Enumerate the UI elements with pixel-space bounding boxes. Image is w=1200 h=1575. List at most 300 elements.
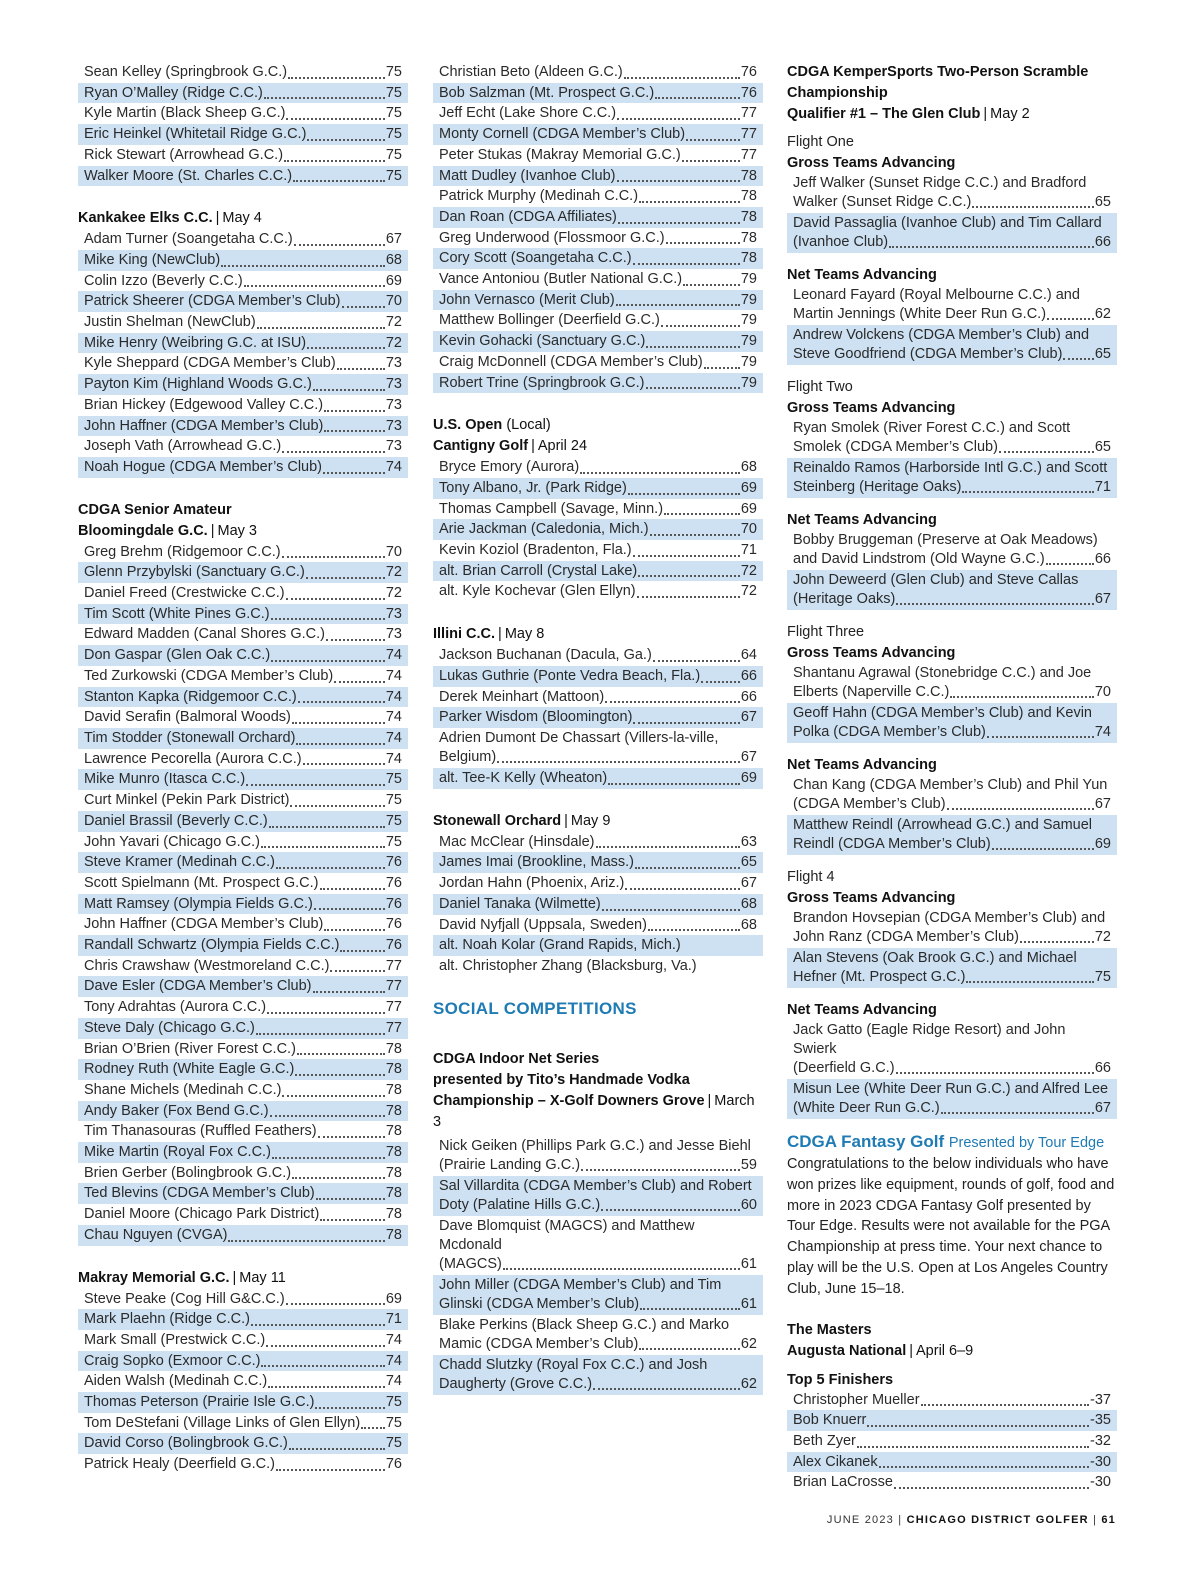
result-name-line2: Walker (Sunset Ridge C.C.): [793, 194, 972, 210]
result-row: [433, 352, 763, 373]
result-line2: [793, 193, 1111, 212]
leader-dots: [268, 1385, 385, 1388]
result-row: [433, 207, 763, 228]
result-score: 74: [385, 1352, 402, 1369]
leader-dots: [313, 388, 385, 391]
result-name-line2: Mamic (CDGA Member’s Club): [439, 1335, 639, 1352]
result-name: Rick Stewart (Arrowhead G.C.): [84, 146, 284, 163]
result-row: [78, 1309, 408, 1330]
result-line2: [793, 835, 1111, 854]
result-name: Craig McDonnell (CDGA Member’s Club): [439, 353, 703, 370]
leader-dots: [601, 1208, 740, 1211]
result-score: 76: [385, 895, 402, 912]
leader-dots: [286, 597, 385, 600]
results-list: [78, 1289, 408, 1475]
result-score: 71: [1094, 479, 1111, 495]
result-name-line1: Sal Villardita (CDGA Member’s Club) and Robert: [439, 1177, 752, 1194]
fantasy-paragraph: Congratulations to the below individuals who have won prizes like equipment, rounds of golf, food and more in 2023 CDGA Fantasy Golf presented by Tour Edge. Results were not available for the PGA Championship at press time. Your next chance to play will be the U.S. Open at Los Angeles Country Club, June 15–18.: [787, 1156, 1115, 1297]
result-score: 67: [740, 748, 757, 765]
result-name: Kyle Sheppard (CDGA Member’s Club): [84, 355, 336, 372]
leader-dots: [326, 638, 385, 641]
section-date: May 4: [222, 210, 262, 227]
result-row: [78, 1413, 408, 1434]
illini-section: [433, 624, 763, 789]
result-name: Justin Shelman (NewClub): [84, 314, 256, 331]
result-name: Monty Cornell (CDGA Member’s Club): [439, 126, 686, 143]
makray-section: [78, 1268, 408, 1475]
result-name: David Serafin (Balmoral Woods): [84, 709, 291, 726]
result-score: 78: [385, 1144, 402, 1161]
result-name: Matt Dudley (Ivanhoe Club): [439, 167, 616, 184]
result-row: [433, 915, 763, 936]
team-result-row: [433, 1176, 763, 1216]
result-row: [433, 728, 763, 768]
result-name: Walker Moore (St. Charles C.C.): [84, 167, 293, 184]
result-name: Mike Munro (Itasca C.C.): [84, 771, 246, 788]
result-name: Matthew Bollinger (Deerfield G.C.): [439, 312, 660, 329]
result-score: 77: [385, 1019, 402, 1036]
net-teams-label: Net Teams Advancing: [787, 267, 937, 283]
result-name: Ryan O’Malley (Ridge C.C.): [84, 84, 263, 101]
section-title: Stonewall Orchard: [433, 812, 562, 829]
team-result-row: [787, 530, 1117, 570]
result-row: [78, 749, 408, 770]
result-name-line2: and David Lindstrom (Old Wayne G.C.): [793, 551, 1045, 567]
result-row: [78, 312, 408, 333]
section-subheader: Qualifier #1 – The Glen Club | May 2: [787, 106, 1030, 122]
column-middle: [433, 62, 763, 1417]
result-line2: [793, 1059, 1111, 1078]
leader-dots: [269, 825, 385, 828]
result-name: Brian Hickey (Edgewood Valley C.C.): [84, 396, 324, 413]
result-row: [433, 103, 763, 124]
leader-dots: [650, 533, 740, 536]
leader-dots: [639, 1347, 740, 1350]
result-score: 68: [740, 895, 757, 912]
leader-dots: [297, 1052, 385, 1055]
result-name: alt. Christopher Zhang (Blacksburg, Va.): [439, 957, 697, 974]
result-score: 69: [385, 1290, 402, 1307]
result-row: [78, 291, 408, 312]
leader-dots: [288, 76, 385, 79]
result-score: 78: [740, 229, 757, 246]
leader-dots: [271, 659, 385, 662]
result-name: Greg Brehm (Ridgemoor C.C.): [84, 543, 281, 560]
results-list: [78, 62, 408, 186]
result-score: 63: [740, 833, 757, 850]
result-name: Daniel Freed (Crestwicke C.C.): [84, 585, 285, 602]
result-name-line1: Adrien Dumont De Chassart (Villers-la-ville,: [439, 729, 719, 746]
section-title: CDGA Senior Amateur: [78, 501, 232, 518]
result-line2: [793, 1099, 1111, 1118]
leader-dots: [637, 595, 740, 598]
leader-dots: [340, 949, 384, 952]
leader-dots: [251, 1323, 385, 1326]
result-row: [787, 1431, 1117, 1452]
result-row: [78, 353, 408, 374]
leader-dots: [966, 980, 1093, 983]
result-name: Tim Stodder (Stonewall Orchard): [84, 729, 296, 746]
leader-dots: [324, 409, 385, 412]
result-name-line2: (Deerfield G.C.): [793, 1060, 895, 1076]
result-score: 67: [1094, 796, 1111, 812]
section-date: May 8: [504, 626, 545, 643]
result-score: 78: [385, 1081, 402, 1098]
leader-dots: [316, 1197, 385, 1200]
leader-dots: [318, 1135, 385, 1138]
gross-teams-label: Gross Teams Advancing: [787, 890, 956, 906]
team-result-row: [787, 213, 1117, 253]
result-row: [78, 790, 408, 811]
result-score: 77: [740, 146, 757, 163]
result-name: Kevin Gohacki (Sanctuary G.C.): [439, 333, 646, 350]
result-line2: [793, 683, 1111, 702]
team-result-row: [787, 418, 1117, 458]
alternate-row: [433, 935, 763, 956]
result-name: Peter Stukas (Makray Memorial G.C.): [439, 146, 681, 163]
result-name: Colin Izzo (Beverly C.C.): [84, 272, 243, 289]
leader-dots: [950, 695, 1094, 698]
social-competitions-heading: SOCIAL COMPETITIONS: [433, 998, 637, 1018]
section-date: May 2: [990, 106, 1030, 122]
result-score: 68: [740, 459, 757, 476]
leader-dots: [334, 680, 385, 683]
result-row: [433, 540, 763, 561]
team-result-row: [787, 703, 1117, 743]
section-subheader: Cantigny Golf | April 24: [433, 438, 588, 455]
leader-dots: [602, 908, 740, 911]
result-name: Ted Blevins (CDGA Member’s Club): [84, 1185, 315, 1202]
result-name-line1: David Passaglia (Ivanhoe Club) and Tim Callard: [793, 215, 1102, 231]
result-line2: [793, 305, 1111, 324]
result-name: Arie Jackman (Caledonia, Mich.): [439, 521, 649, 538]
result-name-line1: Brandon Hovsepian (CDGA Member’s Club) and: [793, 910, 1106, 926]
result-name: alt. Brian Carroll (Crystal Lake): [439, 562, 638, 579]
result-score: 75: [385, 812, 402, 829]
result-row: [78, 1142, 408, 1163]
result-name: Tony Albano, Jr. (Park Ridge): [439, 479, 627, 496]
leader-dots: [282, 450, 385, 453]
result-row: [78, 395, 408, 416]
result-name-line1: Ryan Smolek (River Forest C.C.) and Scott: [793, 420, 1071, 436]
leader-dots: [307, 138, 384, 141]
result-name-line1: Chadd Slutzky (Royal Fox C.C.) and Josh: [439, 1356, 708, 1373]
leader-dots: [221, 264, 385, 267]
result-score: 72: [1094, 929, 1111, 945]
result-name-line1: Alan Stevens (Oak Brook G.C.) and Michael: [793, 950, 1077, 966]
result-line2: [793, 928, 1111, 947]
leader-dots: [661, 324, 740, 327]
result-score: 69: [740, 479, 757, 496]
leader-dots: [503, 1267, 740, 1270]
team-result-row: [433, 1136, 763, 1176]
result-score: 78: [385, 1206, 402, 1223]
result-name: Kyle Martin (Black Sheep G.C.): [84, 105, 286, 122]
leader-dots: [313, 990, 385, 993]
result-score: 75: [385, 167, 402, 184]
result-row: [433, 124, 763, 145]
result-name-line1: John Deweerd (Glen Club) and Steve Callas: [793, 572, 1079, 588]
leader-dots: [320, 887, 385, 890]
result-score: 66: [740, 667, 757, 684]
gross-teams-label: Gross Teams Advancing: [787, 645, 956, 661]
gross-teams-label: Gross Teams Advancing: [787, 400, 956, 416]
result-score: 69: [1094, 836, 1111, 852]
result-score: 78: [740, 167, 757, 184]
section-title: U.S. Open: [433, 417, 503, 434]
team-result-row: [787, 908, 1117, 948]
result-row: [433, 581, 763, 602]
result-row: [433, 519, 763, 540]
result-score: 75: [385, 1414, 402, 1431]
team-result-row: [787, 325, 1117, 365]
result-row: [78, 1454, 408, 1475]
leader-dots: [633, 721, 739, 724]
result-name: David Corso (Bolingbrook G.C.): [84, 1435, 288, 1452]
result-score: 74: [385, 709, 402, 726]
result-row: [433, 457, 763, 478]
flight-name: Flight Three: [787, 624, 865, 640]
result-name: Daniel Brassil (Beverly C.C.): [84, 812, 268, 829]
team-result-row: [787, 173, 1117, 213]
result-row: [78, 416, 408, 437]
result-row: [78, 1330, 408, 1351]
leader-dots: [686, 138, 740, 141]
result-score: 69: [740, 500, 757, 517]
result-name-line1: Blake Perkins (Black Sheep G.C.) and Marko: [439, 1316, 730, 1333]
section-title-suffix: (Local): [506, 417, 551, 434]
leader-dots: [257, 326, 385, 329]
result-row: [78, 1351, 408, 1372]
team-result-row: [433, 1216, 763, 1275]
result-row: [78, 914, 408, 935]
result-name-line2: (Prairie Landing G.C.): [439, 1156, 581, 1173]
result-name-line1: Misun Lee (White Deer Run G.C.) and Alfred Lee: [793, 1081, 1109, 1097]
result-row: [78, 997, 408, 1018]
result-score: 61: [740, 1255, 757, 1272]
leader-dots: [324, 928, 385, 931]
leader-dots: [270, 1114, 385, 1117]
result-score: 64: [740, 647, 757, 664]
result-name: Dave Esler (CDGA Member’s Club): [84, 978, 312, 995]
leader-dots: [617, 117, 740, 120]
result-name: Daniel Tanaka (Wilmette): [439, 895, 601, 912]
result-score: -37: [1090, 1391, 1111, 1408]
result-row: [78, 83, 408, 104]
result-name-line1: Jeff Walker (Sunset Ridge C.C.) and Bradford: [793, 175, 1087, 191]
result-row: [78, 457, 408, 478]
result-score: 79: [740, 312, 757, 329]
results-list: [78, 542, 408, 1246]
leader-dots: [618, 221, 740, 224]
result-name: Chris Crawshaw (Westmoreland C.C.): [84, 957, 330, 974]
result-name: Rodney Ruth (White Eagle G.C.): [84, 1061, 295, 1078]
team-result-row: [433, 1315, 763, 1355]
leader-dots: [655, 96, 740, 99]
leader-dots: [987, 735, 1094, 738]
result-name: Mark Plaehn (Ridge C.C.): [84, 1311, 250, 1328]
leader-dots: [682, 159, 740, 162]
result-name: Christopher Mueller: [793, 1391, 920, 1408]
alternate-row: [433, 956, 763, 977]
result-score: 62: [740, 1375, 757, 1392]
result-score: 75: [385, 771, 402, 788]
section-date: May 3: [217, 522, 257, 539]
result-name-line2: (Heritage Oaks): [793, 591, 896, 607]
result-line2: [439, 1295, 757, 1314]
result-score: 79: [740, 271, 757, 288]
result-name: Patrick Healy (Deerfield G.C.): [84, 1456, 275, 1473]
result-score: 73: [385, 438, 402, 455]
leader-dots: [889, 245, 1094, 248]
result-score: 68: [740, 916, 757, 933]
section-header: Makray Memorial G.C. | May 11: [78, 1269, 286, 1286]
team-result-row: [787, 458, 1117, 498]
result-name: Tom DeStefani (Village Links of Glen Ellyn): [84, 1414, 361, 1431]
section-venue: Qualifier #1 – The Glen Club: [787, 106, 981, 122]
results-list: [433, 62, 763, 393]
result-row: [433, 62, 763, 83]
team-result-row: [787, 948, 1117, 988]
result-score: 74: [385, 667, 402, 684]
result-name-line1: Jack Gatto (Eagle Ridge Resort) and John Swierk: [793, 1022, 1066, 1057]
result-name: Kevin Koziol (Bradenton, Fla.): [439, 542, 632, 559]
result-name-line2: Glinski (CDGA Member’s Club): [439, 1295, 640, 1312]
result-name-line2: Doty (Palatine Hills G.C.): [439, 1196, 601, 1213]
leader-dots: [323, 471, 385, 474]
result-score: 78: [385, 1102, 402, 1119]
section-subheader: Augusta National | April 6–9: [787, 1342, 974, 1359]
leader-dots: [879, 1465, 1089, 1468]
result-name: Scott Spielmann (Mt. Prospect G.C.): [84, 874, 319, 891]
result-row: [78, 1183, 408, 1204]
leader-dots: [664, 512, 740, 515]
result-row: [78, 645, 408, 666]
leader-dots: [271, 617, 385, 620]
result-row: [78, 562, 408, 583]
column-left: [78, 62, 408, 1497]
section-date: April 6–9: [916, 1342, 974, 1359]
footer-date: JUNE 2023: [826, 1514, 894, 1526]
result-score: 73: [385, 376, 402, 393]
result-row: [78, 769, 408, 790]
leader-dots: [701, 680, 740, 683]
leader-dots: [896, 1071, 1094, 1074]
leader-dots: [624, 76, 740, 79]
result-score: 75: [385, 146, 402, 163]
result-row: [78, 1080, 408, 1101]
result-name: Noah Hogue (CDGA Member’s Club): [84, 458, 323, 475]
leader-dots: [256, 1032, 385, 1035]
result-name: James Imai (Brookline, Mass.): [439, 854, 634, 871]
leader-dots: [289, 1447, 385, 1450]
result-name: John Vernasco (Merit Club): [439, 291, 615, 308]
result-name: Jeff Echt (Lake Shore C.C.): [439, 105, 617, 122]
leader-dots: [307, 346, 385, 349]
result-score: 70: [385, 293, 402, 310]
result-row: [433, 373, 763, 394]
result-name-line2: Elberts (Naperville C.C.): [793, 684, 950, 700]
result-score: 76: [385, 916, 402, 933]
fantasy-presented-by: Presented by Tour Edge: [948, 1135, 1105, 1151]
result-row: [78, 1018, 408, 1039]
flight-name: Flight 4: [787, 869, 835, 885]
result-score: 79: [740, 291, 757, 308]
column-right: [787, 62, 1117, 1493]
leader-dots: [286, 117, 384, 120]
result-row: [433, 310, 763, 331]
result-score: 74: [385, 647, 402, 664]
result-score: 77: [385, 978, 402, 995]
result-score: 73: [385, 605, 402, 622]
section-subheader: Championship – X-Golf Downers Grove | March 3: [433, 1092, 755, 1130]
leader-dots: [286, 1302, 385, 1305]
result-name: John Haffner (CDGA Member’s Club): [84, 916, 324, 933]
result-score: 78: [740, 208, 757, 225]
team-result-row: [787, 815, 1117, 855]
result-row: [78, 1371, 408, 1392]
result-score: 77: [740, 126, 757, 143]
leader-dots: [292, 1176, 385, 1179]
result-row: [78, 271, 408, 292]
result-name: Brian LaCrosse: [793, 1474, 893, 1491]
result-name-line1: Leonard Fayard (Royal Melbourne C.C.) and: [793, 287, 1080, 303]
result-row: [78, 333, 408, 354]
leader-dots: [228, 1239, 384, 1242]
result-score: 78: [385, 1061, 402, 1078]
result-row: [78, 1225, 408, 1246]
footer-publication: CHICAGO DISTRICT GOLFER: [906, 1514, 1089, 1526]
result-row: [433, 145, 763, 166]
section-title: The Masters: [787, 1321, 872, 1338]
result-score: 72: [740, 583, 757, 600]
result-row: [433, 478, 763, 499]
leader-dots: [266, 1344, 385, 1347]
result-name: Tony Adrahtas (Aurora C.C.): [84, 999, 267, 1016]
result-name: Bryce Emory (Aurora): [439, 459, 580, 476]
result-score: 74: [385, 688, 402, 705]
leader-dots: [315, 1406, 384, 1409]
team-result-row: [787, 570, 1117, 610]
result-row: [78, 811, 408, 832]
result-row: [78, 1392, 408, 1413]
result-row: [78, 707, 408, 728]
result-score: 74: [1094, 724, 1111, 740]
result-row: [78, 166, 408, 187]
result-score: 67: [1094, 591, 1111, 607]
result-name-line1: Matthew Reindl (Arrowhead G.C.) and Samuel: [793, 817, 1092, 833]
result-score: 75: [385, 1435, 402, 1452]
result-name: Thomas Campbell (Savage, Minn.): [439, 500, 664, 517]
leader-dots: [295, 1073, 385, 1076]
result-name: Joseph Vath (Arrowhead G.C.): [84, 438, 282, 455]
leader-dots: [666, 241, 740, 244]
leader-dots: [320, 1218, 385, 1221]
result-row: [78, 583, 408, 604]
section-header: Bloomingdale G.C. | May 3: [78, 522, 257, 539]
result-row: [433, 832, 763, 853]
result-name-line1: Dave Blomquist (MAGCS) and Matthew Mcdonald: [439, 1217, 695, 1253]
result-line2: [793, 795, 1111, 814]
result-name: Steve Daly (Chicago G.C.): [84, 1019, 255, 1036]
net-teams-label: Net Teams Advancing: [787, 512, 937, 528]
leader-dots: [617, 179, 740, 182]
result-score: 72: [385, 314, 402, 331]
result-name: Edward Madden (Canal Shores G.C.): [84, 626, 325, 643]
result-name: Patrick Murphy (Medinah C.C.): [439, 188, 639, 205]
result-row: [78, 1059, 408, 1080]
section-date: May 9: [570, 812, 611, 829]
